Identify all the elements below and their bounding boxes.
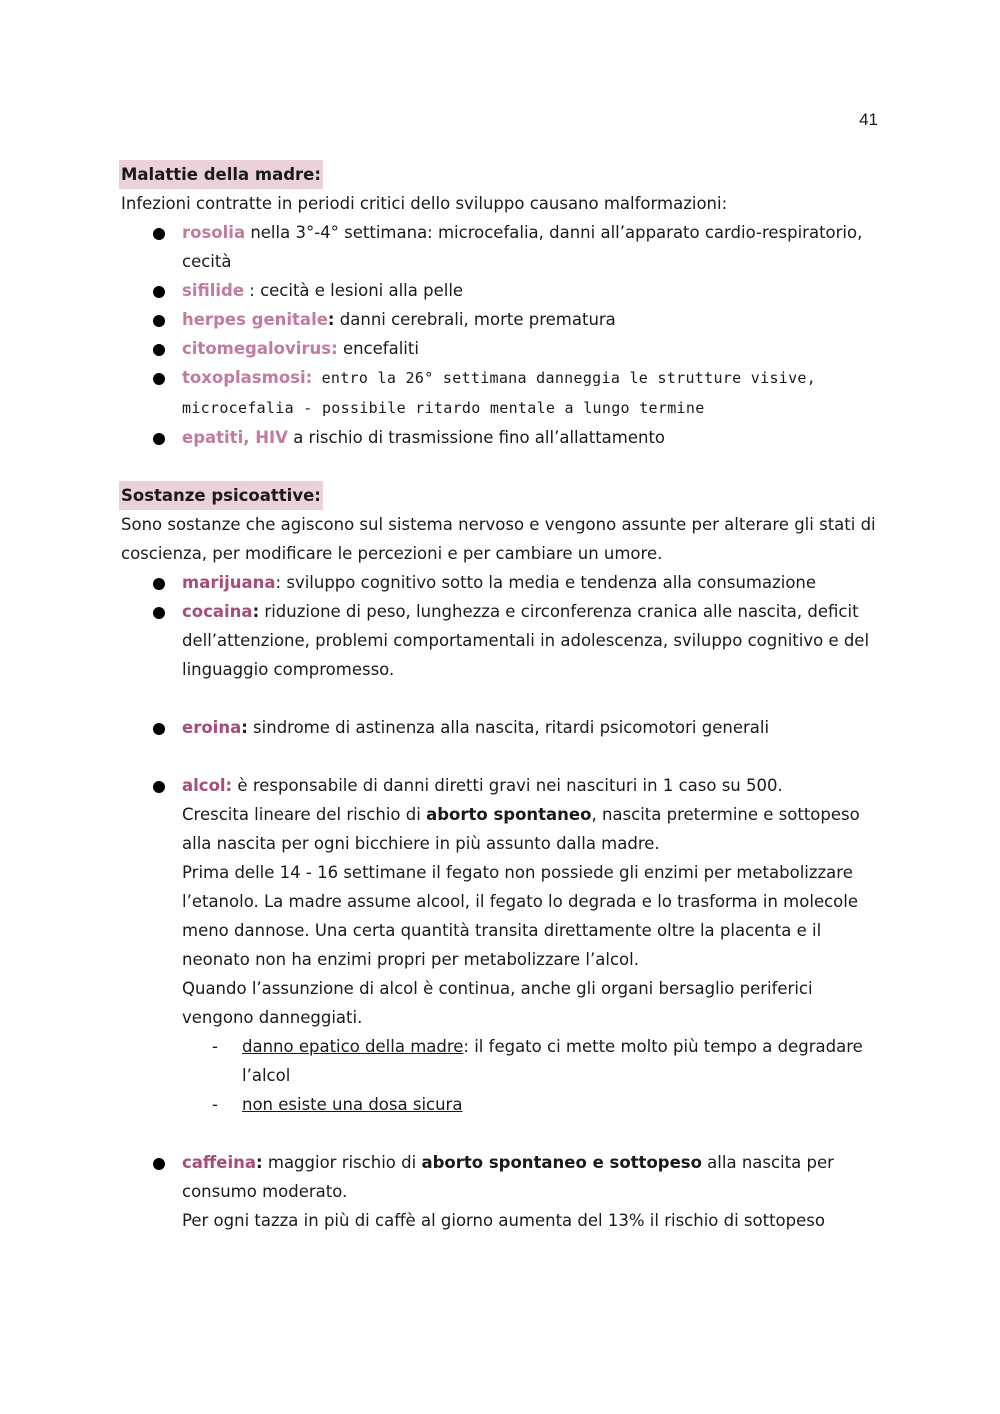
item-text: : cecità e lesioni alla pelle [244, 281, 464, 300]
bullet-list [121, 568, 881, 684]
term-colon: : [327, 310, 335, 329]
section-psychoactive-substances [121, 481, 881, 1235]
bullet-list [121, 218, 881, 452]
list-item [121, 276, 881, 305]
term-label: cocaina [182, 602, 253, 621]
list-item [121, 363, 881, 423]
text-run: alla nascita per consumo moderato. [182, 1153, 834, 1201]
item-text: sindrome di astinenza alla nascita, ritardi psicomotori generali [247, 718, 770, 737]
paragraph: Per ogni tazza in più di caffè al giorno aumenta del 13% il rischio di sottopeso [182, 1211, 825, 1230]
list-item-marijuana [121, 568, 881, 597]
term-colon: : [256, 1153, 263, 1172]
section-intro: Sono sostanze che agiscono sul sistema nervoso e vengono assunte per alterare gli stati di coscienza, per modificare le percezioni e per cambiare un umore. [121, 515, 876, 563]
list-item [121, 334, 881, 363]
term-label: epatiti, HIV [182, 428, 288, 447]
term-label: alcol: [182, 776, 233, 795]
underlined-text: danno epatico della madre [242, 1037, 464, 1056]
paragraph: Quando l’assunzione di alcol è continua, anche gli organi bersaglio periferici vengono danneggiati. [182, 979, 813, 1027]
page-number: 41 [859, 110, 878, 129]
dash-list [182, 1032, 881, 1119]
dash-item [182, 1090, 881, 1119]
list-item [121, 423, 881, 452]
term-label: herpes genitale [182, 310, 328, 329]
item-text: entro la 26° settimana danneggia le strutture visive, microcefalia - possibile ritardo mentale a lungo termine [182, 369, 817, 417]
item-text: nella 3°-4° settimana: microcefalia, danni all’apparato cardio-respiratorio, cecità [182, 223, 863, 271]
list-item [121, 218, 881, 276]
text-run: , nascita pretermine e sottopeso alla nascita per ogni bicchiere in più assunto dalla madre. [182, 805, 860, 853]
underlined-text: non esiste una dosa sicura [242, 1095, 463, 1114]
term-label: rosolia [182, 223, 246, 242]
section-maternal-diseases [121, 160, 881, 452]
paragraph [182, 800, 881, 858]
term-colon: : [252, 602, 260, 621]
section-heading: Sostanze psicoattive: [119, 481, 323, 510]
term-label: marijuana [182, 573, 276, 592]
bullet-list [121, 713, 881, 742]
paragraph: Prima delle 14 - 16 settimane il fegato non possiede gli enzimi per metabolizzare l’etanolo. La madre assume alcool, il fegato lo degrada e lo trasforma in molecole meno dannose. Una certa quantità transita direttamente oltre la placenta e il neonato non ha enzimi propri per metabolizzare l’alcol. [182, 863, 858, 969]
list-item-cocaina [121, 597, 881, 684]
item-text: danni cerebrali, morte prematura [334, 310, 616, 329]
dash-item [182, 1032, 881, 1090]
term-label: citomegalovirus: [182, 339, 338, 358]
item-text: riduzione di peso, lunghezza e circonferenza cranica alle nascita, deficit dell’attenzione, problemi comportamentali in adolescenza, sviluppo cognitivo e del linguaggio compromesso. [182, 602, 870, 679]
term-label: eroina [182, 718, 242, 737]
list-item-eroina [121, 713, 881, 742]
term-label: caffeina [182, 1153, 257, 1172]
list-item-alcol [121, 771, 881, 1119]
item-text: : il fegato ci mette molto più tempo a degradare l’alcol [242, 1037, 863, 1085]
list-item-caffeina [121, 1148, 881, 1235]
bullet-list [121, 771, 881, 1119]
text-run: maggior rischio di [262, 1153, 422, 1172]
item-text: : sviluppo cognitivo sotto la media e tendenza alla consumazione [275, 573, 817, 592]
item-text: è responsabile di danni diretti gravi nei nascituri in 1 caso su 500. [232, 776, 783, 795]
term-label: sifilide [182, 281, 245, 300]
bold-text: aborto spontaneo e sottopeso [421, 1153, 702, 1172]
list-item [121, 305, 881, 334]
section-heading: Malattie della madre: [119, 160, 323, 189]
page-content [121, 160, 881, 1235]
bullet-list [121, 1148, 881, 1235]
item-text: encefaliti [337, 339, 419, 358]
text-run: Crescita lineare del rischio di [182, 805, 427, 824]
item-text: a rischio di trasmissione fino all’allattamento [287, 428, 666, 447]
term-label: toxoplasmosi: [182, 368, 313, 387]
term-colon: : [241, 718, 248, 737]
bold-text: aborto spontaneo [426, 805, 592, 824]
section-intro: Infezioni contratte in periodi critici dello sviluppo causano malformazioni: [121, 194, 728, 213]
